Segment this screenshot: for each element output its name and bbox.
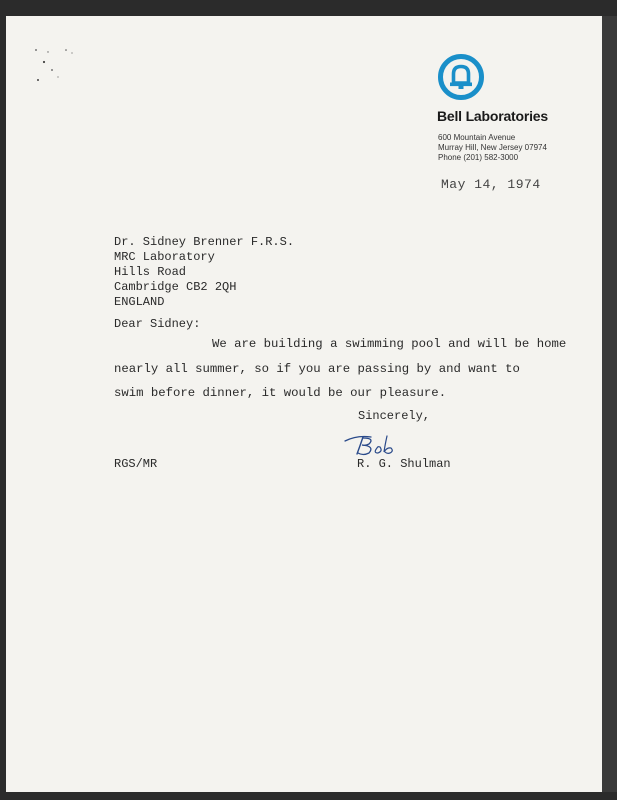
company-name: Bell Laboratories bbox=[437, 108, 548, 124]
recipient-organization: MRC Laboratory bbox=[114, 250, 215, 264]
address-phone: Phone (201) 582-3000 bbox=[438, 153, 519, 162]
address-street: 600 Mountain Avenue bbox=[438, 133, 516, 142]
paper-specks bbox=[28, 44, 88, 94]
handwritten-signature bbox=[343, 432, 403, 458]
scan-border-right bbox=[602, 16, 617, 792]
bell-icon bbox=[437, 53, 485, 101]
typist-initials: RGS/MR bbox=[114, 457, 158, 471]
recipient-street: Hills Road bbox=[114, 265, 187, 279]
letter-date: May 14, 1974 bbox=[441, 177, 541, 192]
signer-name: R. G. Shulman bbox=[357, 457, 451, 471]
recipient-country: ENGLAND bbox=[114, 295, 165, 309]
body-line-3: swim before dinner, it would be our pleasure. bbox=[114, 386, 447, 400]
recipient-name: Dr. Sidney Brenner F.R.S. bbox=[114, 235, 295, 249]
body-line-2: nearly all summer, so if you are passing by and want to bbox=[114, 362, 520, 376]
salutation: Dear Sidney: bbox=[114, 317, 201, 331]
closing: Sincerely, bbox=[358, 409, 431, 423]
recipient-city: Cambridge CB2 2QH bbox=[114, 280, 237, 294]
scan-border-top bbox=[0, 0, 617, 16]
body-line-1: We are building a swimming pool and will be home bbox=[212, 337, 567, 351]
address-city: Murray Hill, New Jersey 07974 bbox=[438, 143, 547, 152]
